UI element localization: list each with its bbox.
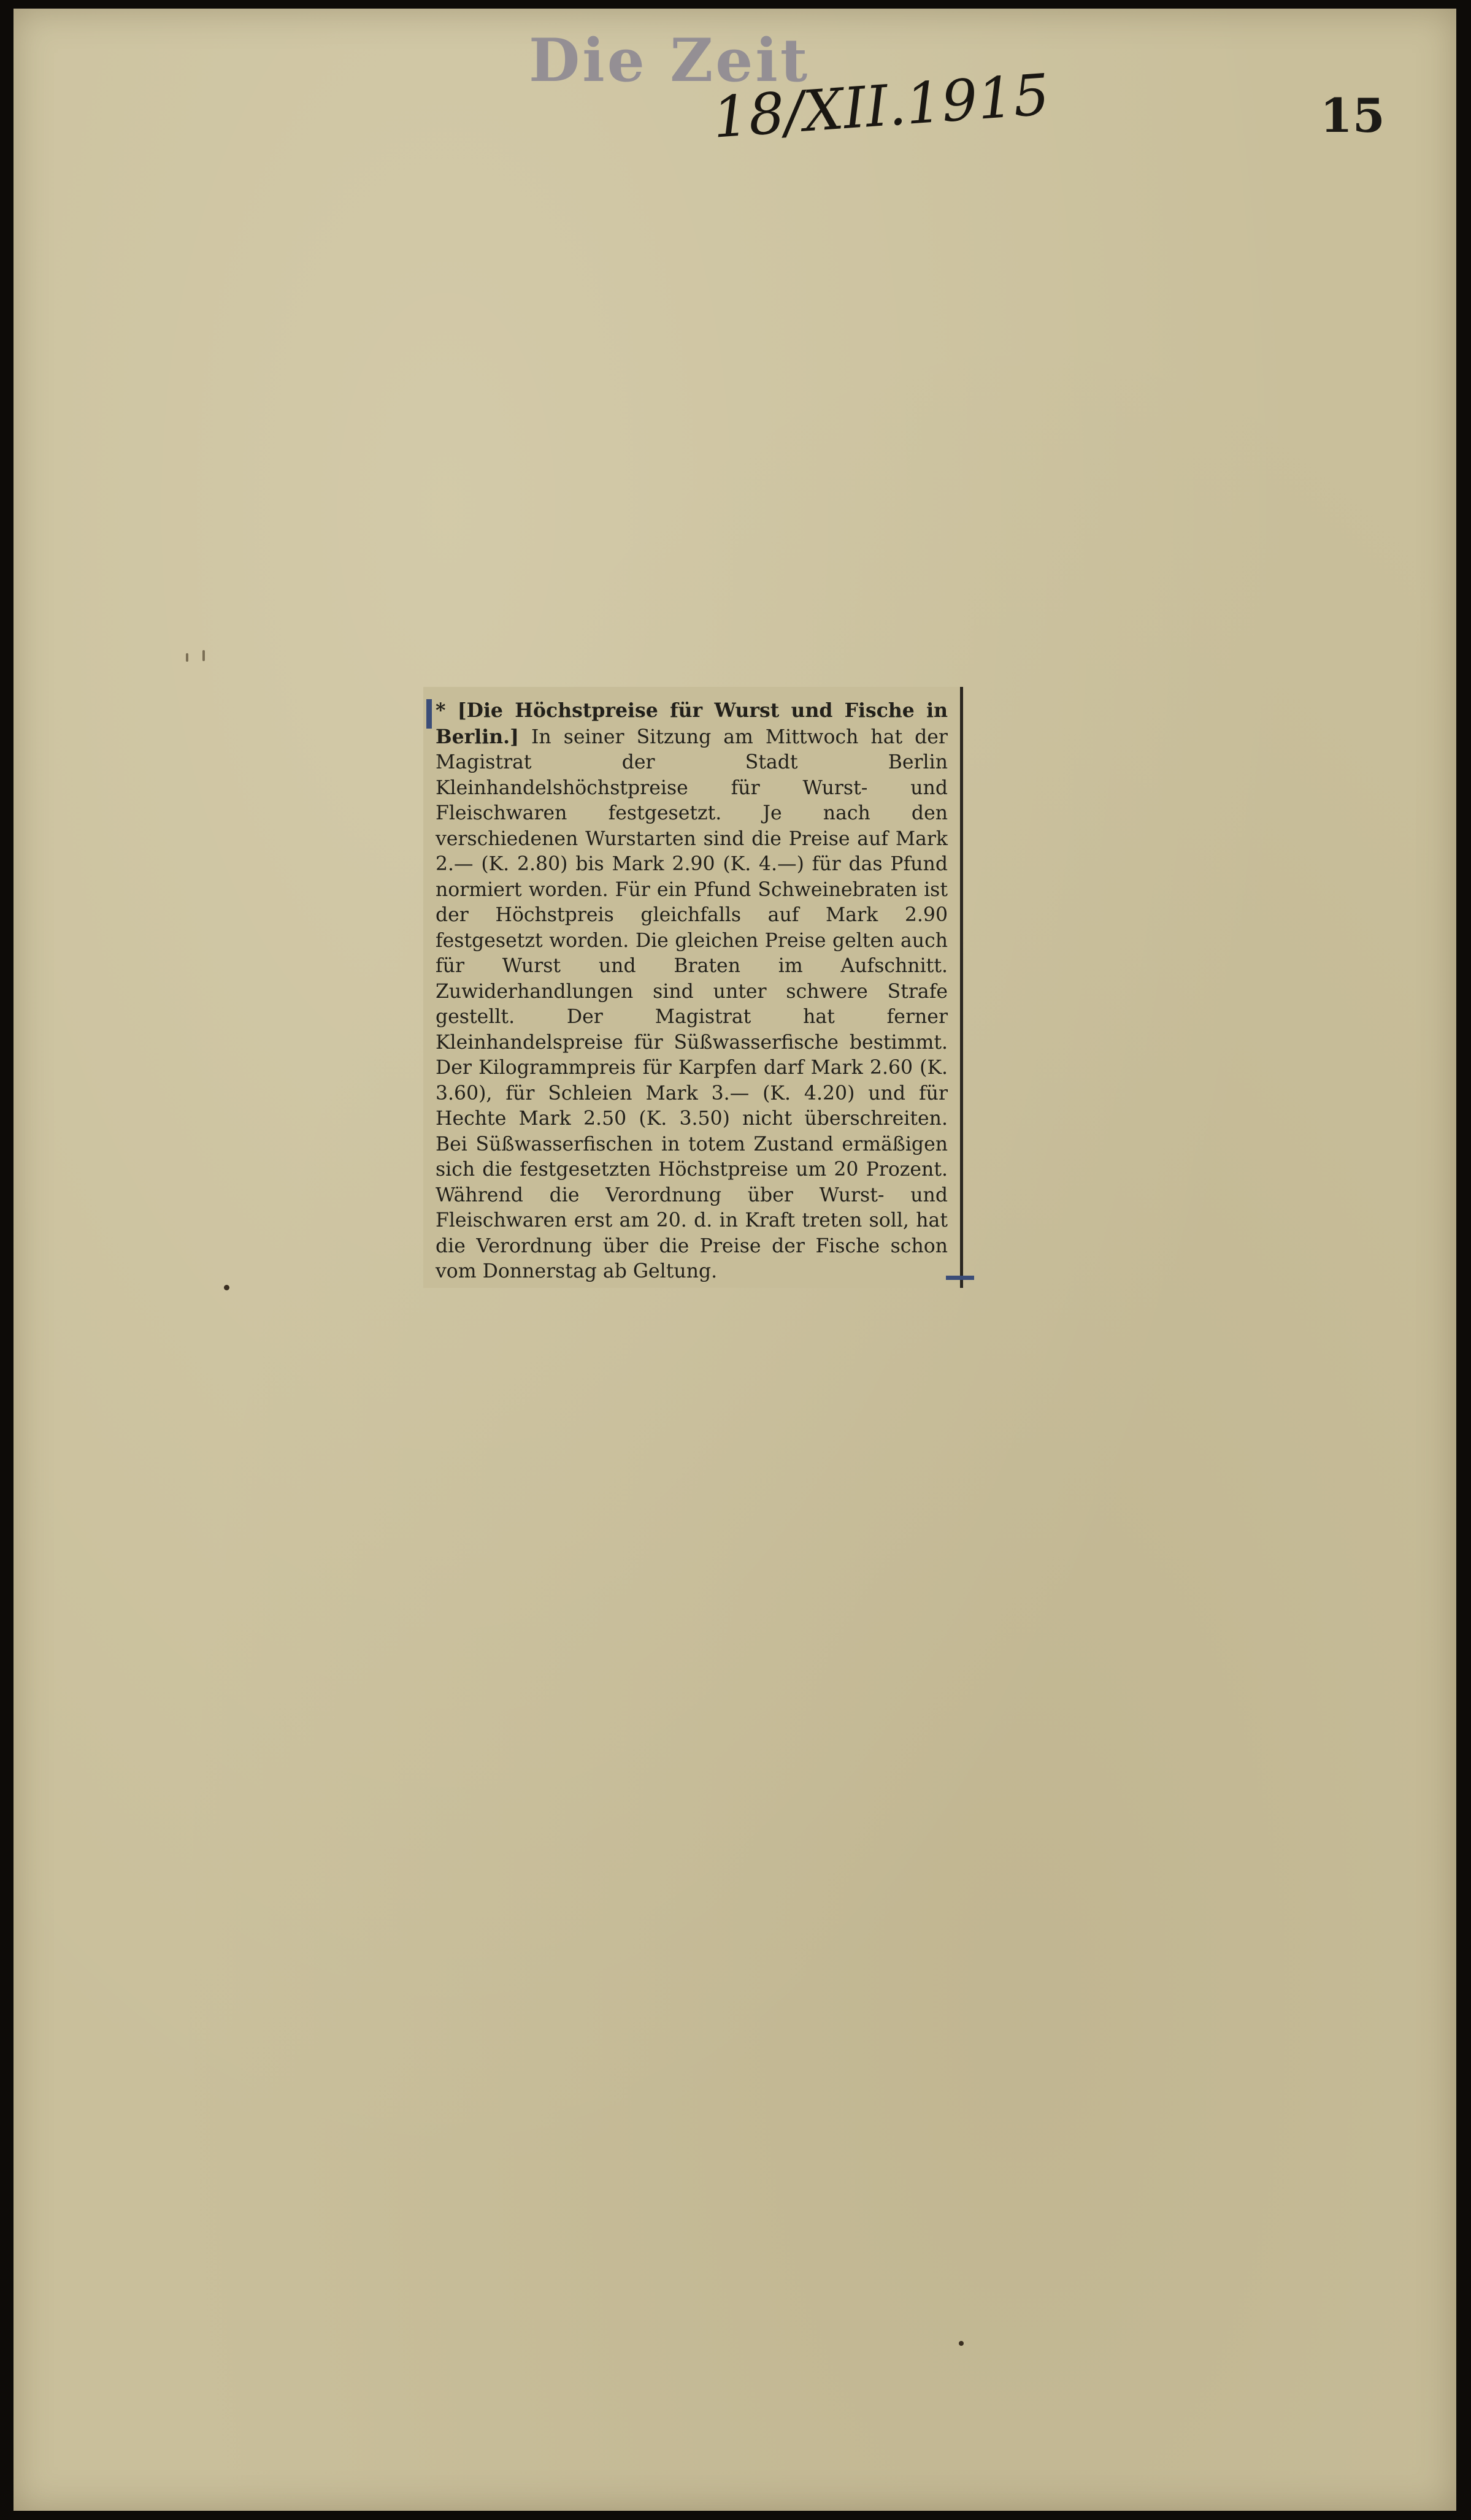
newspaper-clipping <box>423 687 963 1288</box>
page-number: 15 <box>1320 88 1385 143</box>
blue-pencil-mark-end <box>946 1276 974 1280</box>
paper-speck <box>959 2341 964 2346</box>
newspaper-name-stamp: Die Zeit <box>529 26 810 95</box>
handwritten-date: 18/XII.1915 <box>710 61 1052 151</box>
article-title: * [Die Höchstpreise für Wurst und Fische in Berlin.] <box>436 699 948 748</box>
paper-speck <box>224 1285 229 1290</box>
article-body: In seiner Sitzung am Mittwoch hat der Magistrat der Stadt Berlin Kleinhandelshöchstpreise für Wurst- und Fleischwaren festgesetzt. Je nach den verschiedenen Wurstarten sind die Preise auf Mark 2.— (K. 2.80) bis Mark 2.90 (K. 4.—) für das Pfund normiert worden. Für ein Pfund Schweinebraten ist der Höchstpreis gleichfalls auf Mark 2.90 festgesetzt worden. Die gleichen Preise gelten auch für Wurst und Braten im Aufschnitt. Zuwiderhandlungen sind unter schwere Strafe gestellt. Der Magistrat hat ferner Kleinhandelspreise für Süßwasserfische bestimmt. Der Kilogrammpreis für Karpfen darf Mark 2.60 (K. 3.60), für Schleien Mark 3.— (K. 4.20) und für Hechte Mark 2.50 (K. 3.50) nicht überschreiten. Bei Süßwasserfischen in totem Zustand ermäßigen sich die festgesetzten Höchstpreise um 20 Prozent. Während die Verordnung über Wurst- und Fleischwaren erst am 20. d. in Kraft treten soll, hat die Verordnung über die Preise der Fische schon vom Donnerstag ab Geltung. <box>436 726 948 1282</box>
blue-pencil-mark-start <box>426 699 432 729</box>
paper-speck <box>186 653 188 662</box>
paper-speck <box>202 650 205 661</box>
article-text <box>436 698 948 1285</box>
